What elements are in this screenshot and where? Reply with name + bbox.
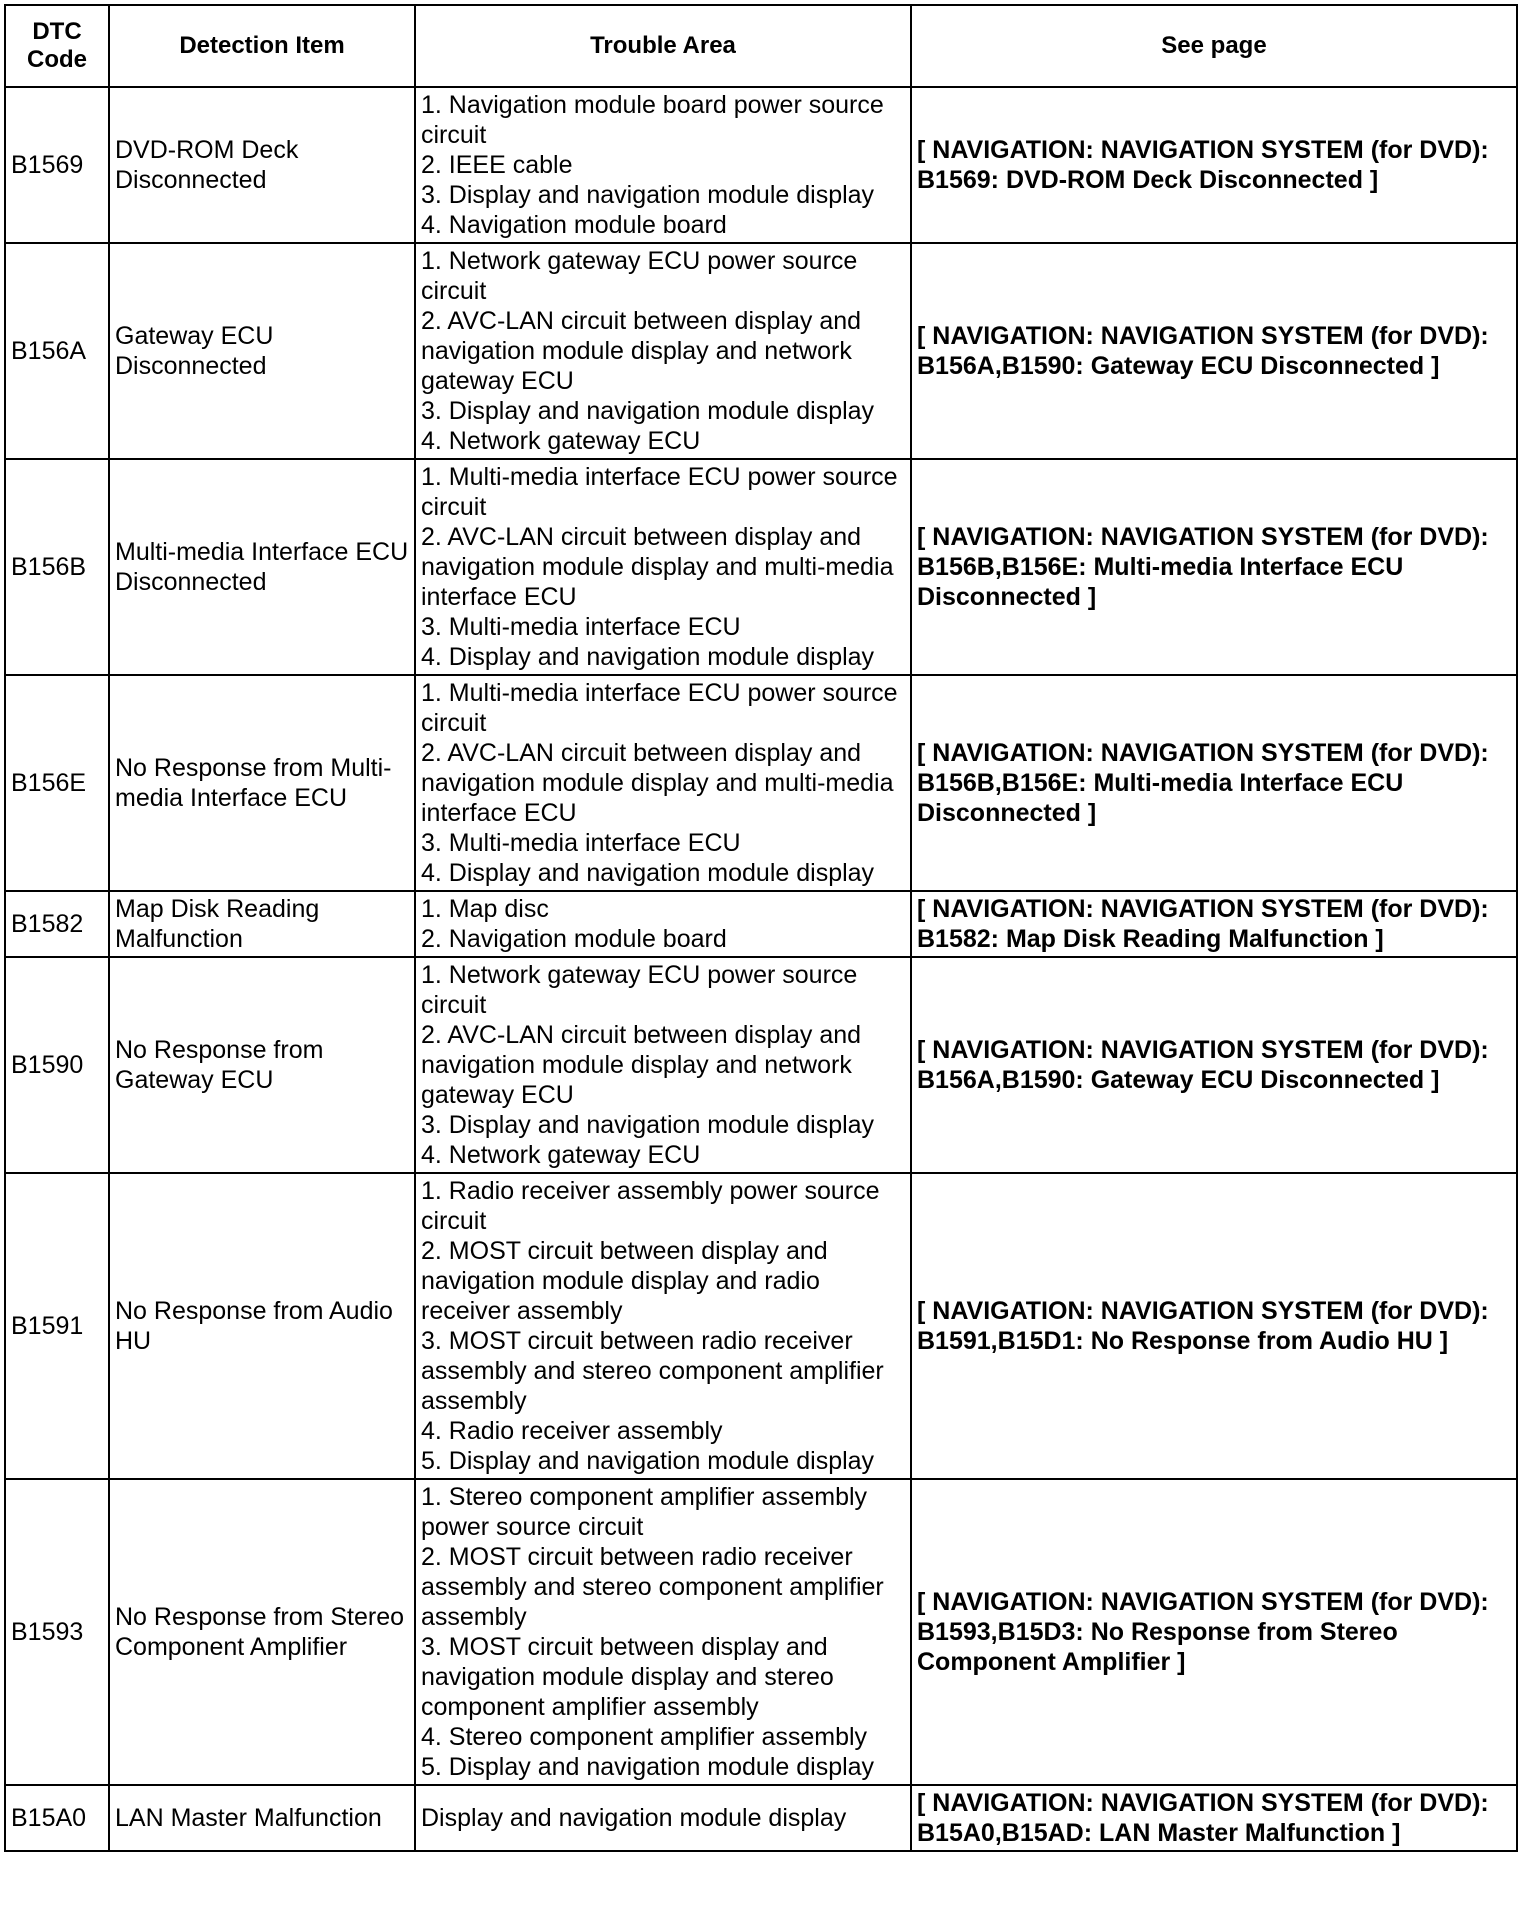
- trouble-area-item: 4. Display and navigation module display: [421, 859, 875, 887]
- detection-item-cell: Gateway ECU Disconnected: [109, 243, 415, 459]
- trouble-area-item: 4. Navigation module board: [421, 211, 727, 239]
- header-see-page: See page: [911, 5, 1517, 87]
- see-page-link[interactable]: [ NAVIGATION: NAVIGATION SYSTEM (for DVD): B156B,B156E: Multi-media Interface ECU Disconnected ]: [917, 523, 1489, 611]
- dtc-table: [4, 4, 1518, 1852]
- trouble-area-item: 2. AVC-LAN circuit between display and navigation module display and network gateway ECU: [421, 1021, 862, 1109]
- see-page-link[interactable]: [ NAVIGATION: NAVIGATION SYSTEM (for DVD): B156A,B1590: Gateway ECU Disconnected ]: [917, 322, 1489, 380]
- trouble-area-item: 2. MOST circuit between display and navigation module display and radio receiver assembly: [421, 1237, 828, 1325]
- see-page-link[interactable]: [ NAVIGATION: NAVIGATION SYSTEM (for DVD): B15A0,B15AD: LAN Master Malfunction ]: [917, 1789, 1489, 1847]
- trouble-area-item: 3. MOST circuit between display and navigation module display and stereo component amplifier assembly: [421, 1633, 834, 1721]
- see-page-link[interactable]: [ NAVIGATION: NAVIGATION SYSTEM (for DVD): B1593,B15D3: No Response from Stereo Component Amplifier ]: [917, 1588, 1489, 1676]
- header-detection-item: Detection Item: [109, 5, 415, 87]
- see-page-link[interactable]: [ NAVIGATION: NAVIGATION SYSTEM (for DVD): B156A,B1590: Gateway ECU Disconnected ]: [917, 1036, 1489, 1094]
- trouble-area-item: 3. Multi-media interface ECU: [421, 829, 741, 857]
- table-row: [5, 243, 1517, 459]
- see-page-link[interactable]: [ NAVIGATION: NAVIGATION SYSTEM (for DVD): B1569: DVD-ROM Deck Disconnected ]: [917, 136, 1489, 194]
- header-row: [5, 5, 1517, 87]
- see-page-cell: [911, 1785, 1517, 1851]
- see-page-cell: [911, 243, 1517, 459]
- header-dtc-code: DTC Code: [5, 5, 109, 87]
- trouble-area-item: Display and navigation module display: [421, 1804, 847, 1832]
- trouble-area-item: 3. Multi-media interface ECU: [421, 613, 741, 641]
- table-row: [5, 1173, 1517, 1479]
- dtc-code-cell: B156A: [5, 243, 109, 459]
- table-body: [5, 87, 1517, 1851]
- see-page-cell: [911, 459, 1517, 675]
- trouble-area-item: 2. MOST circuit between radio receiver assembly and stereo component amplifier assembly: [421, 1543, 884, 1631]
- trouble-area-item: 2. Navigation module board: [421, 925, 727, 953]
- dtc-code-cell: B1590: [5, 957, 109, 1173]
- dtc-code-cell: B15A0: [5, 1785, 109, 1851]
- trouble-area-item: 3. MOST circuit between radio receiver assembly and stereo component amplifier assembly: [421, 1327, 884, 1415]
- table-row: [5, 957, 1517, 1173]
- trouble-area-item: 4. Stereo component amplifier assembly: [421, 1723, 868, 1751]
- dtc-code-cell: B156E: [5, 675, 109, 891]
- trouble-area-item: 2. AVC-LAN circuit between display and navigation module display and multi-media interface ECU: [421, 523, 894, 611]
- trouble-area-item: 1. Radio receiver assembly power source circuit: [421, 1177, 880, 1235]
- trouble-area-cell: [415, 1479, 911, 1785]
- see-page-link[interactable]: [ NAVIGATION: NAVIGATION SYSTEM (for DVD): B1582: Map Disk Reading Malfunction ]: [917, 895, 1489, 953]
- see-page-cell: [911, 957, 1517, 1173]
- table-row: [5, 1479, 1517, 1785]
- table-row: [5, 675, 1517, 891]
- dtc-code-cell: B1591: [5, 1173, 109, 1479]
- trouble-area-item: 3. Display and navigation module display: [421, 1111, 875, 1139]
- trouble-area-cell: [415, 891, 911, 957]
- trouble-area-item: 3. Display and navigation module display: [421, 181, 875, 209]
- detection-item-cell: Map Disk Reading Malfunction: [109, 891, 415, 957]
- trouble-area-item: 4. Network gateway ECU: [421, 427, 701, 455]
- detection-item-cell: Multi-media Interface ECU Disconnected: [109, 459, 415, 675]
- trouble-area-item: 1. Network gateway ECU power source circuit: [421, 247, 858, 305]
- dtc-code-cell: B1569: [5, 87, 109, 243]
- detection-item-cell: No Response from Multi-media Interface ECU: [109, 675, 415, 891]
- trouble-area-item: 4. Display and navigation module display: [421, 643, 875, 671]
- trouble-area-item: 1. Navigation module board power source circuit: [421, 91, 884, 149]
- trouble-area-cell: [415, 1173, 911, 1479]
- trouble-area-item: 1. Network gateway ECU power source circuit: [421, 961, 858, 1019]
- trouble-area-item: 1. Map disc: [421, 895, 549, 923]
- see-page-cell: [911, 1173, 1517, 1479]
- trouble-area-item: 4. Network gateway ECU: [421, 1141, 701, 1169]
- see-page-cell: [911, 675, 1517, 891]
- trouble-area-item: 1. Stereo component amplifier assembly power source circuit: [421, 1483, 868, 1541]
- see-page-cell: [911, 1479, 1517, 1785]
- table-row: [5, 1785, 1517, 1851]
- see-page-link[interactable]: [ NAVIGATION: NAVIGATION SYSTEM (for DVD): B1591,B15D1: No Response from Audio HU ]: [917, 1297, 1489, 1355]
- trouble-area-cell: [415, 1785, 911, 1851]
- trouble-area-cell: [415, 675, 911, 891]
- detection-item-cell: No Response from Audio HU: [109, 1173, 415, 1479]
- trouble-area-item: 2. AVC-LAN circuit between display and navigation module display and multi-media interface ECU: [421, 739, 894, 827]
- trouble-area-cell: [415, 243, 911, 459]
- dtc-code-cell: B1582: [5, 891, 109, 957]
- trouble-area-item: 3. Display and navigation module display: [421, 397, 875, 425]
- trouble-area-item: 1. Multi-media interface ECU power source circuit: [421, 463, 898, 521]
- see-page-cell: [911, 891, 1517, 957]
- detection-item-cell: No Response from Gateway ECU: [109, 957, 415, 1173]
- detection-item-cell: LAN Master Malfunction: [109, 1785, 415, 1851]
- dtc-code-cell: B156B: [5, 459, 109, 675]
- trouble-area-cell: [415, 957, 911, 1173]
- trouble-area-item: 2. AVC-LAN circuit between display and navigation module display and network gateway ECU: [421, 307, 862, 395]
- table-row: [5, 87, 1517, 243]
- trouble-area-item: 1. Multi-media interface ECU power source circuit: [421, 679, 898, 737]
- header-trouble-area: Trouble Area: [415, 5, 911, 87]
- table-row: [5, 459, 1517, 675]
- trouble-area-item: 2. IEEE cable: [421, 151, 573, 179]
- trouble-area-item: 5. Display and navigation module display: [421, 1753, 875, 1781]
- trouble-area-item: 4. Radio receiver assembly: [421, 1417, 723, 1445]
- see-page-cell: [911, 87, 1517, 243]
- trouble-area-cell: [415, 87, 911, 243]
- dtc-code-cell: B1593: [5, 1479, 109, 1785]
- see-page-link[interactable]: [ NAVIGATION: NAVIGATION SYSTEM (for DVD): B156B,B156E: Multi-media Interface ECU Disconnected ]: [917, 739, 1489, 827]
- detection-item-cell: DVD-ROM Deck Disconnected: [109, 87, 415, 243]
- trouble-area-cell: [415, 459, 911, 675]
- detection-item-cell: No Response from Stereo Component Amplifier: [109, 1479, 415, 1785]
- trouble-area-item: 5. Display and navigation module display: [421, 1447, 875, 1475]
- table-row: [5, 891, 1517, 957]
